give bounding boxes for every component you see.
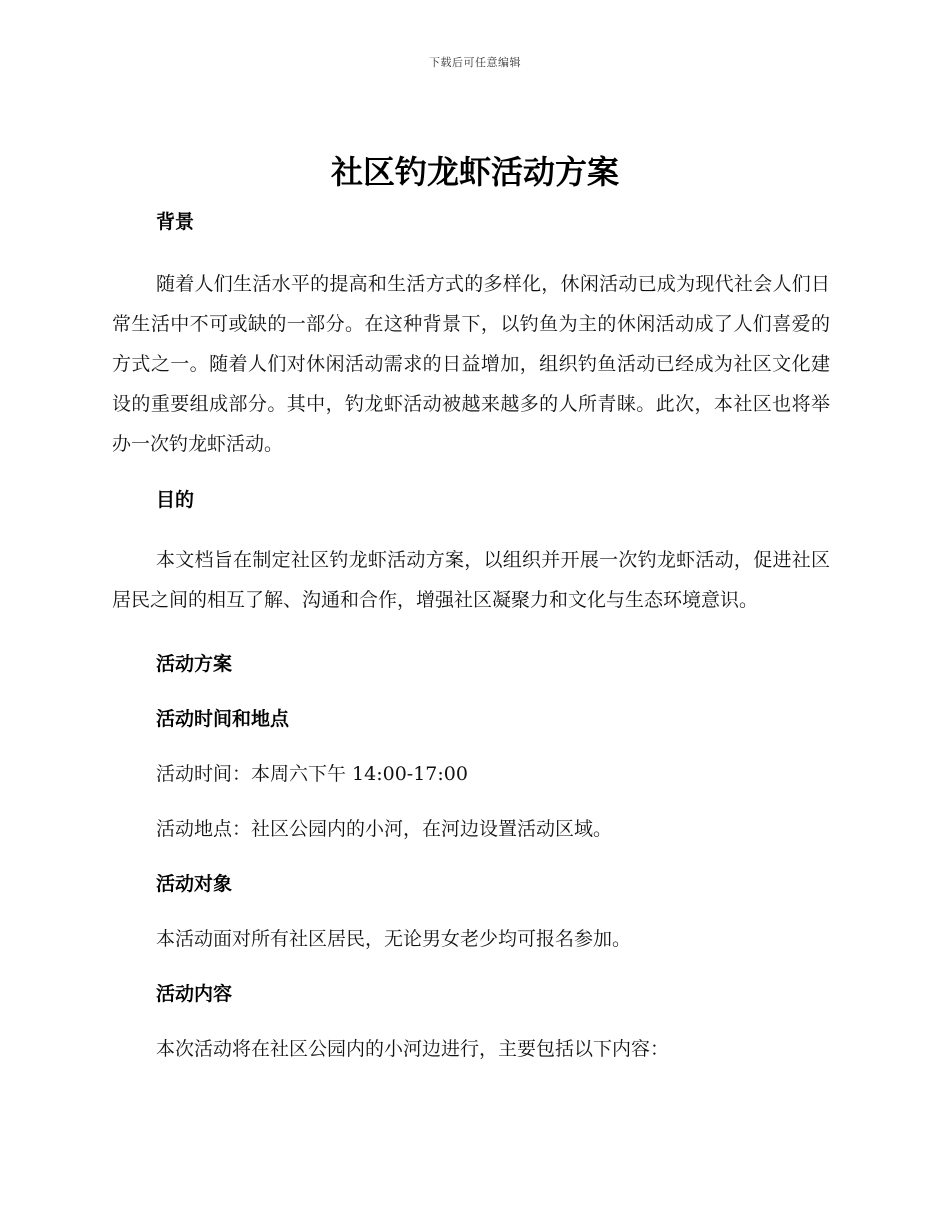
- heading-plan: 活动方案: [156, 653, 233, 675]
- line-content: 本次活动将在社区公园内的小河边进行，主要包括以下内容：: [156, 1038, 670, 1060]
- paragraph-background: 随着人们生活水平的提高和生活方式的多样化，休闲活动已成为现代社会人们日常生活中不可或缺的一部分。在这种背景下，以钓鱼为主的休闲活动成了人们喜爱的方式之一。随着人们对休闲活动需求的日益增加，组织钓鱼活动已经成为社区文化建设的重要组成部分。其中，钓龙虾活动被越来越多的人所青睐。此次，本社区也将举办一次钓龙虾活动。: [112, 273, 830, 455]
- line-activity-place: 活动地点：社区公园内的小河，在河边设置活动区域。: [156, 818, 613, 840]
- document-title: 社区钓龙虾活动方案: [330, 153, 619, 191]
- page-header-note: 下载后可任意编辑: [429, 56, 521, 69]
- heading-time-place: 活动时间和地点: [156, 708, 290, 730]
- heading-background: 背景: [156, 211, 195, 233]
- line-activity-time: 活动时间：本周六下午 14:00-17:00: [156, 763, 468, 785]
- heading-purpose: 目的: [156, 489, 195, 511]
- document-body: [112, 198, 830, 1063]
- paragraph-purpose: 本文档旨在制定社区钓龙虾活动方案，以组织并开展一次钓龙虾活动，促进社区居民之间的相互了解、沟通和合作，增强社区凝聚力和文化与生态环境意识。: [112, 549, 830, 611]
- line-audience: 本活动面对所有社区居民，无论男女老少均可报名参加。: [156, 928, 632, 950]
- heading-audience: 活动对象: [156, 873, 233, 895]
- heading-content: 活动内容: [156, 983, 233, 1005]
